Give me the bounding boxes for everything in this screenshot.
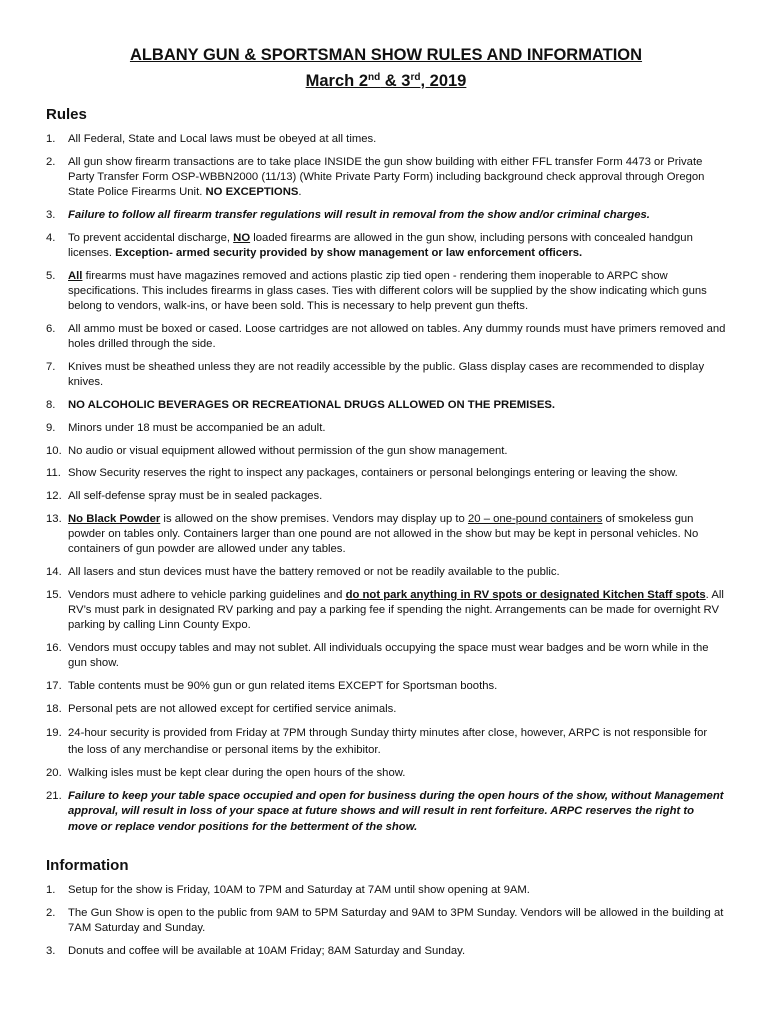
rule-item-10: 10. No audio or visual equipment allowed without permission of the gun show management. [46, 444, 508, 457]
rule-item-6: 6. All ammo must be boxed or cased. Loose cartridges are not allowed on tables. Any dummy rounds must have primers removed and holes drilled through the side. [46, 323, 726, 351]
rule-item-15: 15. Vendors must adhere to vehicle parking guidelines and do not park anything in RV spots or designated Kitchen Staff spots. All RV’s must park in designated RV parking and pay a parking fee if spending the night. Arrangements can be made for overnight RV parking by calling Linn County Expo. [46, 588, 724, 632]
rule-item-2: 2. All gun show firearm transactions are to take place INSIDE the gun show building with either FFL transfer Form 4473 or Private Party Transfer Form OSP-WBBN2000 (11/13) (White Private Party Form) including background check approval through Oregon State Police Firearms Unit. NO EXCEPTIONS. [46, 155, 705, 199]
rule-item-17: 17. Table contents must be 90% gun or gun related items EXCEPT for Sportsman booths. [46, 680, 498, 693]
info-item-1: 1. Setup for the show is Friday, 10AM to 7PM and Saturday at 7AM until show opening at 9AM. [46, 883, 530, 896]
event-date: March 2nd & 3rd, 2019 [305, 72, 467, 90]
rule-item-1: 1. All Federal, State and Local laws must be obeyed at all times. [46, 133, 377, 145]
info-item-3: 3. Donuts and coffee will be available at 10AM Friday; 8AM Saturday and Sunday. [46, 944, 466, 957]
rule-item-14: 14. All lasers and stun devices must have the battery removed or not be readily available to the public. [46, 566, 560, 579]
rule-item-5: 5. All firearms must have magazines removed and actions plastic zip tied open - rendering them inoperable to ARPC show specifications. This includes firearms in glass cases. Ties with different colors will be supplied by the show indicating which guns belong to vendors, walk-ins, or have been sold. This is necessary to help prevent gun thefts. [46, 269, 707, 313]
rule-item-11: 11. Show Security reserves the right to inspect any packages, containers or personal belongings entering or leaving the show. [46, 467, 678, 480]
rule-item-4: 4. To prevent accidental discharge, NO loaded firearms are allowed in the gun show, including persons with concealed handgun licenses. Exception- armed security provided by show management or law enforcement officers. [46, 231, 693, 259]
information-heading: Information [46, 856, 129, 874]
info-item-2: 2. The Gun Show is open to the public from 9AM to 5PM Saturday and 9AM to 3PM Sunday. Vendors will be allowed in the building at 7AM Saturday and Sunday. [46, 906, 724, 934]
rule-item-19: 19. 24-hour security is provided from Friday at 7PM through Sunday thirty minutes after close, however, ARPC is not responsible for the loss of any merchandise or personal items by the exhibitor. [46, 726, 708, 756]
rule-item-16: 16. Vendors must occupy tables and may not sublet. All individuals occupying the space must wear badges and be worn while in the gun show. [46, 642, 709, 670]
document-title: ALBANY GUN & SPORTSMAN SHOW RULES AND INFORMATION [129, 46, 643, 64]
rule-item-21: 21. Failure to keep your table space occupied and open for business during the open hours of the show, without Management approval, will result in loss of your space at future shows and will result in rent forfeiture. ARPC reserves the right to move or replace vendor positions for the betterment of the show. [46, 790, 724, 833]
rules-heading: Rules [46, 106, 87, 123]
rules-list [46, 132, 726, 835]
rule-item-3: 3. Failure to follow all firearm transfer regulations will result in removal from the show and/or criminal charges. [46, 209, 650, 221]
rule-item-8: 8. NO ALCOHOLIC BEVERAGES OR RECREATIONAL DRUGS ALLOWED ON THE PREMISES. [46, 399, 556, 411]
rule-item-12: 12. All self-defense spray must be in sealed packages. [46, 490, 323, 503]
rule-item-13: 13. No Black Powder is allowed on the show premises. Vendors may display up to 20 – one-pound containers of smokeless gun powder on tables only. Containers larger than one pound are not allowed in the show but may be kept in personal vehicles. No containers of gun powder are allowed under any tables. [46, 512, 699, 556]
information-list [46, 883, 726, 959]
rule-item-18: 18. Personal pets are not allowed except for certified service animals. [46, 702, 397, 715]
rule-item-7: 7. Knives must be sheathed unless they are not readily accessible by the public. Glass display cases are recommended to display knives. [46, 361, 705, 389]
rule-item-9: 9. Minors under 18 must be accompanied be an adult. [46, 421, 326, 434]
rule-item-20: 20. Walking isles must be kept clear during the open hours of the show. [46, 767, 406, 780]
